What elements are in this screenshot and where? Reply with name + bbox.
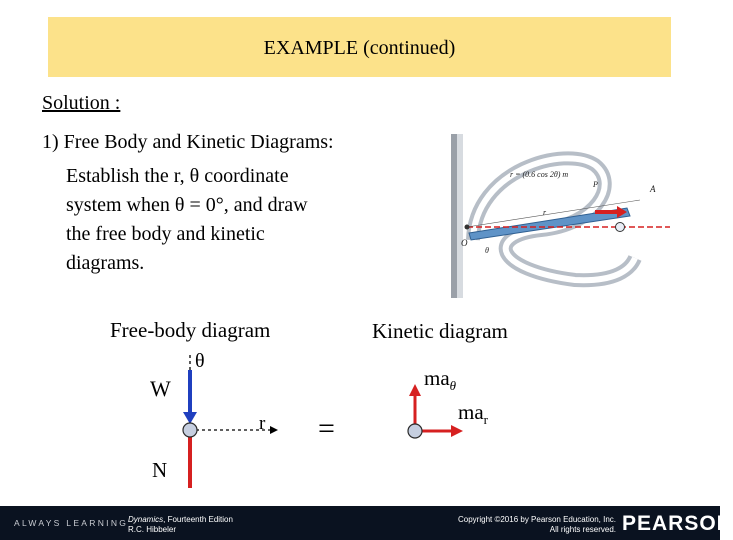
label-P: P	[593, 180, 598, 189]
label-O: O	[461, 238, 468, 248]
origin-pin	[465, 225, 470, 230]
ma-theta-arrow-head	[409, 384, 421, 396]
rights-text: All rights reserved.	[549, 525, 616, 534]
ma-theta-label: $ma_\theta$	[424, 366, 457, 394]
fbd-particle	[183, 423, 197, 437]
fbd-theta-label: θ	[195, 350, 205, 372]
description-line-4: diagrams.	[66, 252, 145, 274]
description-line-2: system when θ = 0°, and draw	[66, 194, 308, 216]
step-heading: 1) Free Body and Kinetic Diagrams:	[42, 131, 334, 153]
label-r: r	[543, 208, 547, 217]
pearson-logo: PEARSON	[622, 512, 733, 535]
wall-face	[457, 134, 463, 298]
textbook-figure	[445, 130, 675, 302]
solution-heading: Solution :	[42, 92, 121, 114]
kinetic-particle	[408, 424, 422, 438]
always-learning-tagline: ALWAYS LEARNING	[14, 518, 129, 528]
weight-arrow-head	[183, 412, 197, 424]
weight-label: W	[150, 376, 171, 401]
copyright-text: Copyright ©2016 by Pearson Education, Inc.	[458, 515, 616, 524]
book-author: R.C. Hibbeler	[128, 525, 177, 534]
r-axis-arrowhead	[270, 426, 278, 434]
fbd-r-label: r	[259, 413, 266, 434]
title-bar	[48, 17, 671, 77]
equals-sign: =	[318, 412, 335, 445]
description-line-3: the free body and kinetic	[66, 223, 265, 245]
normal-force-label: N	[152, 458, 168, 482]
label-A: A	[650, 184, 656, 194]
wall	[451, 134, 457, 298]
curve-equation: r = (0.6 cos 2θ) m	[510, 170, 569, 179]
particle-P	[616, 223, 625, 232]
kinetic-diagram-label: Kinetic diagram	[372, 319, 508, 343]
slide-title: EXAMPLE (continued)	[263, 37, 456, 59]
book-title: Dynamics, Fourteenth Edition	[128, 515, 233, 524]
footer-bar	[0, 506, 733, 540]
free-body-diagram-label: Free-body diagram	[110, 318, 271, 342]
description-line-1: Establish the r, θ coordinate	[66, 165, 289, 187]
ma-r-label: $ma_r$	[458, 400, 488, 428]
label-theta-figure: θ	[485, 246, 489, 255]
